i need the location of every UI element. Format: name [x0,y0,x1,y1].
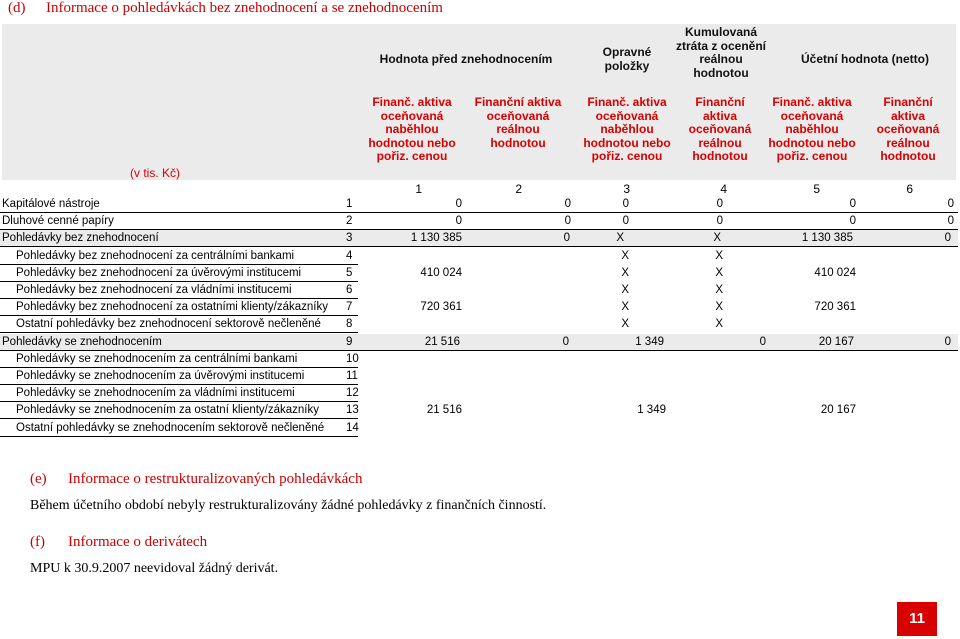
table-row [0,230,958,247]
table-row [0,316,960,333]
sub-header-c1: Finanč. aktiva oceňovaná naběhlou hodnotou nebo pořiz. cenou [368,95,456,163]
col-number: 1 [415,182,422,196]
cell-c6: 0 [944,335,951,348]
row-label: Pohledávky bez znehodnocení [2,232,159,245]
row-label: Pohledávky se znehodnocením za úvěrovými institucemi [16,370,305,382]
cell-c4: 0 [716,198,723,210]
cell-c3: X [616,232,624,245]
sub-header-c4: Finanční aktiva oceňovaná reálnou hodnotou [688,95,752,163]
table-row [0,265,960,282]
cell-c2: 0 [562,335,569,348]
col-number: 4 [720,182,727,196]
group-header-corrections: Opravné položky [602,45,652,73]
row-number: 9 [346,335,353,348]
cell-c1: 0 [455,198,462,210]
cell-c6: 0 [944,232,951,245]
sub-header-c5: Finanč. aktiva oceňovaná naběhlou hodnotou nebo pořiz. cenou [768,95,856,163]
group-header-before: Hodnota před znehodnocením [379,52,553,66]
row-number: 6 [346,284,353,296]
table-row [0,196,960,213]
table-row [0,385,960,402]
page-number: 11 [897,602,937,636]
group-header-net: Účetní hodnota (netto) [801,52,929,66]
table-row [0,402,960,419]
cell-c4: X [715,249,723,262]
table-row [0,213,960,230]
row-number: 8 [346,318,353,331]
row-number: 11 [346,370,358,382]
col-number: 5 [813,182,820,196]
row-number: 3 [346,232,353,245]
section-e-heading [30,471,362,488]
group-header-cumulative-loss: Kumulovaná ztráta z ocenění reálnou hodnotou [675,25,767,80]
cell-c1: 1 130 385 [410,232,462,245]
row-label: Pohledávky bez znehodnocení za vládními institucemi [16,284,292,296]
table-row [0,299,960,316]
row-number: 12 [346,387,359,400]
row-label: Pohledávky bez znehodnocení za centrálními bankami [16,249,295,262]
row-label: Pohledávky se znehodnocením [2,335,162,348]
col-number: 3 [623,182,630,196]
unit-label: (v tis. Kč) [130,166,180,180]
row-number: 2 [346,215,353,228]
row-label: Pohledávky bez znehodnocení za úvěrovými institucemi [16,266,302,279]
cell-c3: X [621,284,629,296]
row-number: 14 [346,421,359,434]
sub-header-c6: Finanční aktiva oceňovaná reálnou hodnotou [876,95,940,163]
row-label: Dluhové cenné papíry [2,215,114,228]
cell-c5: 0 [849,215,856,228]
cell-c4: 0 [716,215,723,228]
cell-c4: X [715,266,723,279]
col-number: 2 [515,182,522,196]
cell-c2: 0 [564,198,571,210]
row-number: 5 [346,266,353,279]
cell-c5: 720 361 [814,301,856,314]
cell-c3: X [621,318,629,331]
cell-c1: 720 361 [420,301,462,314]
cell-c1: 0 [455,215,462,228]
cell-c3: 0 [622,215,629,228]
section-d-heading [8,0,443,17]
cell-c5: 20 167 [818,335,854,348]
row-label: Ostatní pohledávky bez znehodnocení sektorově nečleněné [16,318,321,331]
cell-c5: 0 [849,198,856,210]
table-row [0,282,960,299]
section-f-heading [30,534,207,551]
table-row [0,334,958,351]
cell-c5: 1 130 385 [801,232,853,245]
cell-c3: 1 349 [637,404,666,417]
row-number: 7 [346,301,353,314]
cell-c4: X [715,301,723,314]
cell-c4: X [715,318,723,331]
section-e-letter: (e) [30,471,47,487]
row-number: 4 [346,249,353,262]
table-row [0,351,960,368]
cell-c4: 0 [759,335,766,348]
table-row [0,248,960,265]
row-label: Pohledávky se znehodnocením za ostatní klienty/zákazníky [16,404,320,417]
sub-header-c2: Finanční aktiva oceňovaná reálnou hodnotou [474,95,562,150]
cell-c1: 21 516 [424,335,460,348]
cell-c3: X [621,249,629,262]
row-label: Pohledávky bez znehodnocení za ostatními klienty/zákazníky [16,301,328,314]
section-e-title: Informace o restrukturalizovaných pohledávkách [68,471,363,487]
row-number: 1 [346,198,353,210]
cell-c4: X [713,232,721,245]
cell-c3: 0 [622,198,629,210]
cell-c5: 20 167 [820,404,856,417]
section-d-title: Informace o pohledávkách bez znehodnocení a se znehodnocením [46,0,443,16]
col-number: 6 [906,182,913,196]
cell-c3: 1 349 [635,335,664,348]
cell-c1: 410 024 [420,266,462,279]
row-label: Pohledávky se znehodnocením za centrálními bankami [16,352,298,365]
section-f-text: MPU k 30.9.2007 neevidoval žádný derivát. [30,561,279,576]
section-f-letter: (f) [30,534,45,550]
table-row [0,420,960,437]
cell-c6: 0 [947,198,954,210]
row-label: Ostatní pohledávky se znehodnocením sektorově nečleněné [16,421,325,434]
row-label: Kapitálové nástroje [2,198,100,210]
cell-c6: 0 [947,215,954,228]
table-row [0,368,960,385]
section-d-letter: (d) [8,0,26,16]
row-number: 10 [346,352,359,365]
cell-c2: 0 [563,232,570,245]
cell-c3: X [621,266,629,279]
sub-header-c3: Finanč. aktiva oceňovaná naběhlou hodnotou nebo pořiz. cenou [583,95,671,163]
row-number: 13 [346,404,359,417]
row-underline [0,436,358,437]
cell-c4: X [715,284,723,296]
row-label: Pohledávky se znehodnocením za vládními institucemi [16,387,295,400]
section-f-title: Informace o derivátech [68,534,208,550]
cell-c1: 21 516 [426,404,462,417]
cell-c5: 410 024 [814,266,856,279]
cell-c2: 0 [564,215,571,228]
section-e-text: Během účetního období nebyly restrukturalizovány žádné pohledávky z finančních činností. [30,498,547,513]
cell-c3: X [621,301,629,314]
